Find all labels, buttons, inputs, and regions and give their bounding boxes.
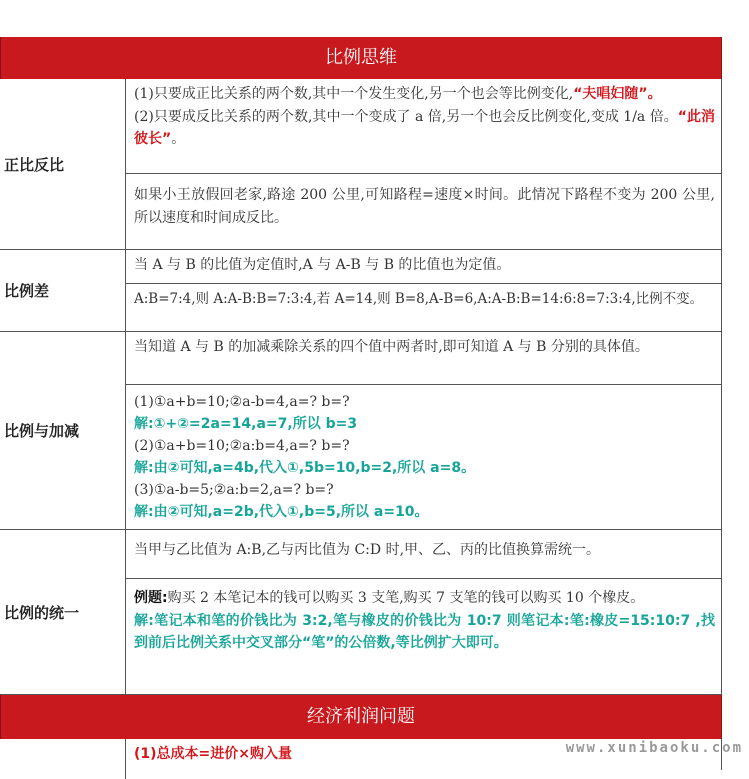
highlight-text: “此消彼长” <box>134 108 715 147</box>
solution-text: 解:由②可知,a=2b,代入①,b=5,所以 a=10。 <box>134 504 429 520</box>
example-lead: 例题: <box>134 590 168 606</box>
formula-text: (1)总成本=进价×购入量 <box>134 746 292 762</box>
solution-text: 解:笔记本和笔的价钱比为 3:2,笔与橡皮的价钱比为 10:7 则笔记本:笔:橡皮=15:10:7 ,找到前后比例关系中交叉部分“笔”的公倍数,等比例扩大即可。 <box>134 612 715 651</box>
table-row-direct-inverse <box>0 79 722 250</box>
example-cell: A:B=7:4,则 A:A-B:B=7:3:4,若 A=14,则 B=8,A-B=6,A:A-B:B=14:6:8=7:3:4,比例不变。 <box>126 283 722 331</box>
watermark: www.xunibaoku.com <box>565 740 743 756</box>
example-cell: 如果小王放假回老家,路途 200 公里,可知路程=速度×时间。此情况下路程不变为 200 公里,所以速度和时间成反比。 <box>126 173 722 249</box>
example-cell: 例题:购买 2 本笔记本的钱可以购买 3 支笔,购买 7 支笔的钱可以购买 10 个橡皮。 解:笔记本和笔的价钱比为 3:2,笔与橡皮的价钱比为 10:7 则笔记本:笔:橡皮=15:10:7 ,找到前后比例关系中交叉部分“笔”的公倍数,等比例扩大即可。 <box>126 578 722 694</box>
row-label: 正比反比 <box>0 79 126 249</box>
section-title-economic-profit: 经济利润问题 <box>0 695 722 739</box>
ratio-table <box>0 37 722 779</box>
table-row-ratio-difference <box>0 250 722 332</box>
highlight-text: “夫唱妇随”。 <box>573 86 662 102</box>
table-row-ratio-unify <box>0 530 722 695</box>
solution-text: 解:①+②=2a=14,a=7,所以 b=3 <box>134 416 358 432</box>
row-label <box>0 739 126 779</box>
content-cell: 当 A 与 B 的比值为定值时,A 与 A-B 与 B 的比值也为定值。 <box>126 250 722 283</box>
content-cell: 当知道 A 与 B 的加减乘除关系的四个值中两者时,即可知道 A 与 B 分别的具体值。 <box>126 332 722 384</box>
row-label: 比例的统一 <box>0 530 126 694</box>
solution-text: 解:由②可知,a=4b,代入①,5b=10,b=2,所以 a=8。 <box>134 460 476 476</box>
example-cell: (1)①a+b=10;②a-b=4,a=? b=? 解:①+②=2a=14,a=7,所以 b=3 (2)①a+b=10;②a:b=4,a=? b=? 解:由②可知,a=4b,代入①,5b=10,b=2,所以 a=8。 (3)①a-b=5;②a:b=2,a=? b=? 解:由②可知,a=2b,代入①,b=5,所以 a=10。 <box>126 384 722 529</box>
content-cell: (1)只要成正比关系的两个数,其中一个发生变化,另一个也会等比例变化,“夫唱妇随”。 (2)只要成反比关系的两个数,其中一个变成了 a 倍,另一个也会反比例变化,变成 1/a 倍。“此消彼长”。 <box>126 79 722 173</box>
row-label: 比例差 <box>0 250 126 331</box>
section-title-ratio: 比例思维 <box>0 37 722 79</box>
row-label: 比例与加减 <box>0 332 126 529</box>
table-row-ratio-add-subtract <box>0 332 722 530</box>
content-cell: 当甲与乙比值为 A:B,乙与丙比值为 C:D 时,甲、乙、丙的比值换算需统一。 <box>126 530 722 578</box>
